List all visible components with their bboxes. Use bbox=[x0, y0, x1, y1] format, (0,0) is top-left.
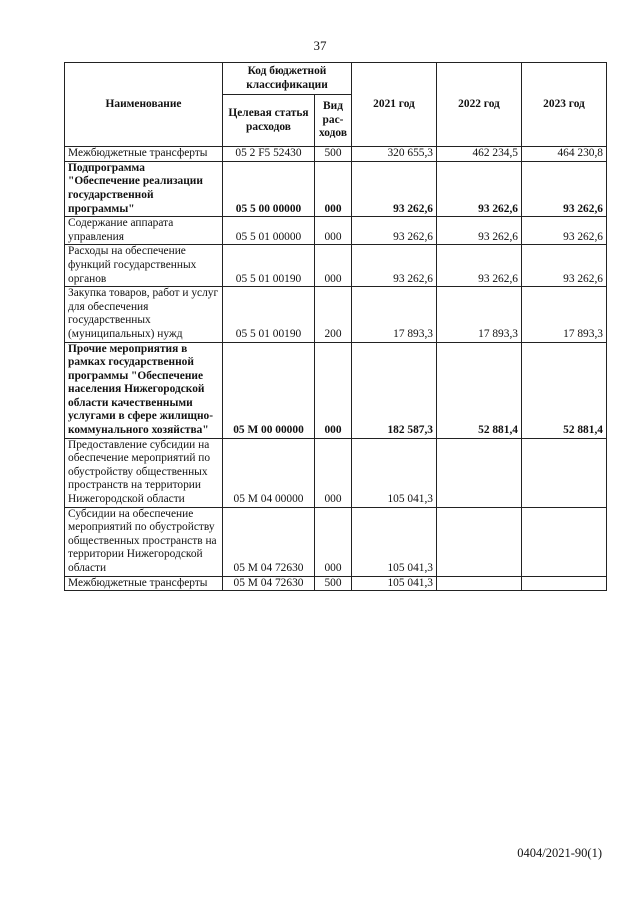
row-target-article: 05 М 04 72630 bbox=[223, 576, 315, 591]
row-name: Закупка товаров, работ и услуг для обеспечения государственных (муниципальных) нужд bbox=[65, 287, 223, 342]
row-value-2023: 93 262,6 bbox=[522, 245, 607, 287]
row-value-2021: 105 041,3 bbox=[352, 576, 437, 591]
row-value-2021: 17 893,3 bbox=[352, 287, 437, 342]
row-value-2021: 182 587,3 bbox=[352, 342, 437, 438]
row-value-2023: 93 262,6 bbox=[522, 161, 607, 216]
row-expense-kind: 000 bbox=[315, 507, 352, 576]
row-value-2022: 462 234,5 bbox=[437, 147, 522, 162]
row-value-2022: 93 262,6 bbox=[437, 245, 522, 287]
row-value-2023 bbox=[522, 438, 607, 507]
table-row bbox=[65, 245, 607, 287]
header-name: Наименование bbox=[65, 63, 223, 147]
row-target-article: 05 5 01 00000 bbox=[223, 217, 315, 245]
row-target-article: 05 М 04 00000 bbox=[223, 438, 315, 507]
row-name: Межбюджетные трансферты bbox=[65, 576, 223, 591]
header-2022: 2022 год bbox=[437, 63, 522, 147]
row-value-2023: 93 262,6 bbox=[522, 217, 607, 245]
row-value-2023 bbox=[522, 507, 607, 576]
row-expense-kind: 000 bbox=[315, 161, 352, 216]
page-number: 37 bbox=[313, 38, 327, 53]
row-value-2022: 93 262,6 bbox=[437, 217, 522, 245]
row-expense-kind: 500 bbox=[315, 576, 352, 591]
header-target-article: Целевая статья расходов bbox=[223, 95, 315, 147]
row-target-article: 05 5 01 00190 bbox=[223, 287, 315, 342]
row-name: Подпрограмма "Обеспечение реализации государственной программы" bbox=[65, 161, 223, 216]
row-value-2021: 105 041,3 bbox=[352, 438, 437, 507]
row-value-2022: 93 262,6 bbox=[437, 161, 522, 216]
row-name: Прочие мероприятия в рамках государственной программы "Обеспечение населения Нижегородской области качественными услугами в сфере жилищно-коммунального хозяйства" bbox=[65, 342, 223, 438]
row-target-article: 05 2 F5 52430 bbox=[223, 147, 315, 162]
header-code-group: Код бюджетной классификации bbox=[223, 63, 352, 95]
row-name: Предоставление субсидии на обеспечение мероприятий по обустройству общественных пространств на территории Нижегородской области bbox=[65, 438, 223, 507]
row-expense-kind: 200 bbox=[315, 287, 352, 342]
header-expense-kind: Вид рас-ходов bbox=[315, 95, 352, 147]
row-expense-kind: 000 bbox=[315, 438, 352, 507]
row-name: Содержание аппарата управления bbox=[65, 217, 223, 245]
table-row bbox=[65, 342, 607, 438]
row-value-2021: 320 655,3 bbox=[352, 147, 437, 162]
row-expense-kind: 500 bbox=[315, 147, 352, 162]
header-2021: 2021 год bbox=[352, 63, 437, 147]
table-row bbox=[65, 217, 607, 245]
row-expense-kind: 000 bbox=[315, 342, 352, 438]
table-body bbox=[65, 147, 607, 591]
row-value-2021: 93 262,6 bbox=[352, 161, 437, 216]
row-value-2023: 17 893,3 bbox=[522, 287, 607, 342]
table-row bbox=[65, 507, 607, 576]
row-target-article: 05 М 04 72630 bbox=[223, 507, 315, 576]
row-name: Межбюджетные трансферты bbox=[65, 147, 223, 162]
row-target-article: 05 5 01 00190 bbox=[223, 245, 315, 287]
table-row bbox=[65, 438, 607, 507]
row-value-2021: 93 262,6 bbox=[352, 217, 437, 245]
row-name: Расходы на обеспечение функций государственных органов bbox=[65, 245, 223, 287]
budget-table bbox=[64, 62, 607, 591]
row-target-article: 05 М 00 00000 bbox=[223, 342, 315, 438]
row-value-2022 bbox=[437, 507, 522, 576]
header-2023: 2023 год bbox=[522, 63, 607, 147]
row-value-2022 bbox=[437, 576, 522, 591]
row-value-2023: 464 230,8 bbox=[522, 147, 607, 162]
row-value-2022 bbox=[437, 438, 522, 507]
table-row bbox=[65, 161, 607, 216]
row-value-2022: 17 893,3 bbox=[437, 287, 522, 342]
row-value-2023: 52 881,4 bbox=[522, 342, 607, 438]
row-value-2023 bbox=[522, 576, 607, 591]
row-expense-kind: 000 bbox=[315, 217, 352, 245]
row-target-article: 05 5 00 00000 bbox=[223, 161, 315, 216]
table-row bbox=[65, 147, 607, 162]
row-value-2021: 93 262,6 bbox=[352, 245, 437, 287]
row-name: Субсидии на обеспечение мероприятий по обустройству общественных пространств на территории Нижегородской области bbox=[65, 507, 223, 576]
row-expense-kind: 000 bbox=[315, 245, 352, 287]
document-number: 0404/2021-90(1) bbox=[517, 846, 602, 860]
table-row bbox=[65, 576, 607, 591]
table-row bbox=[65, 287, 607, 342]
row-value-2022: 52 881,4 bbox=[437, 342, 522, 438]
row-value-2021: 105 041,3 bbox=[352, 507, 437, 576]
